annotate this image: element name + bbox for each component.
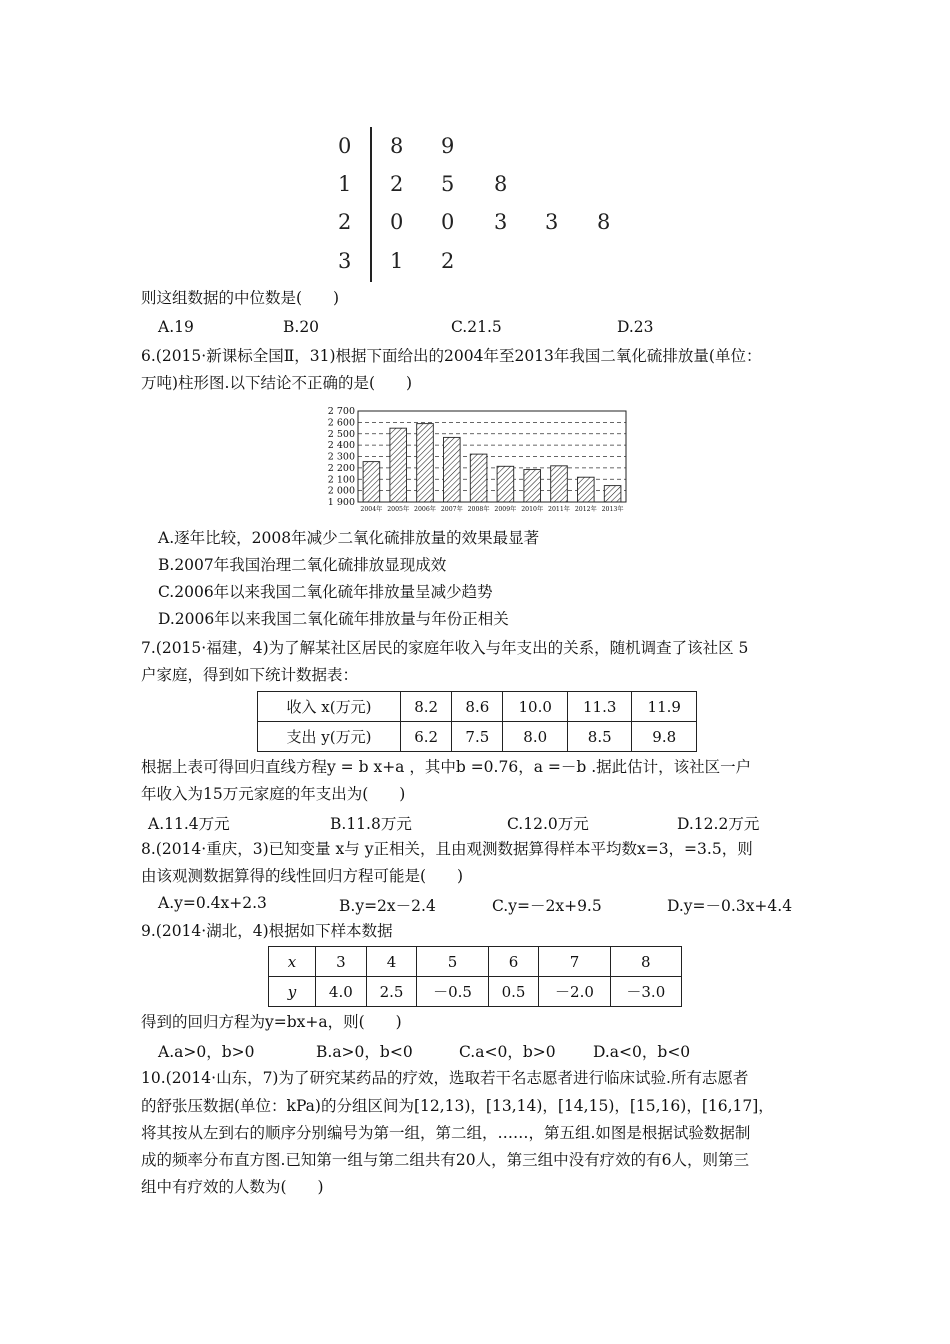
stem-leaf-divider [370, 127, 372, 282]
leaf: 2 [441, 249, 455, 273]
q6-line2: 万吨)柱形图.以下结论不正确的是( ) [141, 374, 413, 392]
table-cell: 8.6 [452, 692, 503, 722]
q7-data-table [257, 691, 697, 752]
table-cell: 0.5 [488, 977, 539, 1007]
q6-option-d: D.2006年以来我国二氧化硫年排放量与年份正相关 [158, 610, 509, 628]
q6-option-a: A.逐年比较，2008年减少二氧化硫排放量的效果最显著 [158, 529, 540, 547]
table-row [269, 977, 682, 1007]
y-tick-label: 2 700 [327, 406, 355, 417]
table-cell: 8 [610, 947, 681, 977]
q8-option-c: C.y=－2x+9.5 [492, 897, 602, 915]
table-cell: 5 [417, 947, 488, 977]
y-tick-label: 2 400 [327, 440, 355, 452]
table-cell: 3 [316, 947, 367, 977]
x-tick-label: 2009年 [494, 506, 517, 513]
y-tick-label: 2 300 [327, 451, 355, 463]
so2-bar-chart [318, 404, 633, 520]
x-tick-label: 2008年 [467, 506, 490, 513]
y-tick-label: 2 500 [327, 428, 355, 440]
q8-line1: 8.(2014·重庆，3)已知变量 x与 y正相关，且由观测数据算得样本平均数x=3，=3.5，则 [141, 840, 753, 858]
bar-2009年 [497, 466, 514, 502]
q8-option-a: A.y=0.4x+2.3 [158, 894, 267, 912]
table-cell: －0.5 [417, 977, 488, 1007]
x-tick-label: 2007年 [440, 506, 463, 513]
leaf: 1 [390, 249, 404, 273]
bar-2008年 [470, 454, 487, 502]
leaf: 0 [441, 210, 455, 234]
table-cell: 7 [539, 947, 610, 977]
q5-question: 则这组数据的中位数是( ) [141, 289, 340, 307]
bar-2011年 [551, 466, 568, 502]
stem-0: 0 [338, 134, 352, 158]
q7-option-a: A.11.4万元 [148, 815, 230, 833]
q7-line3: 根据上表可得回归直线方程y = b x+a ，其中b =0.76，a =－b .据此估计，该社区一户 [141, 758, 752, 776]
q9-option-d: D.a<0，b<0 [593, 1043, 691, 1061]
table-cell: 8.0 [503, 722, 568, 752]
x-tick-label: 2010年 [521, 506, 544, 513]
q10-line4: 成的频率分布直方图.已知第一组与第二组共有20人，第三组中没有疗效的有6人，则第三 [141, 1151, 750, 1169]
stem-3: 3 [338, 249, 352, 273]
q7-line4: 年收入为15万元家庭的年支出为( ) [141, 785, 406, 803]
table-cell: 4 [366, 947, 417, 977]
x-tick-label: 2005年 [387, 506, 410, 513]
stem-1: 1 [338, 172, 352, 196]
table-header-cell: y [269, 977, 316, 1007]
table-header-cell: x [269, 947, 316, 977]
q10-line1: 10.(2014·山东，7)为了研究某药品的疗效，选取若干名志愿者进行临床试验.所有志愿者 [141, 1069, 749, 1087]
bar-2012年 [577, 477, 594, 502]
q6-line1: 6.(2015·新课标全国Ⅱ，31)根据下面给出的2004年至2013年我国二氧化硫排放量(单位： [141, 347, 762, 365]
y-tick-label: 2 100 [327, 474, 355, 486]
y-tick-label: 2 600 [327, 417, 355, 429]
table-row [258, 722, 697, 752]
leaf: 9 [441, 134, 455, 158]
table-header-cell: 收入 x(万元) [258, 692, 401, 722]
table-header-cell: 支出 y(万元) [258, 722, 401, 752]
q9-line2: 得到的回归方程为y=bx+a，则( ) [141, 1013, 402, 1031]
y-tick-label: 1 900 [327, 497, 355, 508]
bar-2007年 [443, 437, 460, 502]
q7-option-c: C.12.0万元 [507, 815, 589, 833]
q10-line3: 将其按从左到右的顺序分别编号为第一组，第二组，……，第五组.如图是根据试验数据制 [141, 1124, 751, 1142]
table-cell: 10.0 [503, 692, 568, 722]
q8-option-d: D.y=－0.3x+4.4 [667, 897, 793, 915]
leaf: 8 [494, 172, 508, 196]
leaf: 8 [597, 210, 611, 234]
leaf: 0 [390, 210, 404, 234]
q6-option-b: B.2007年我国治理二氧化硫排放显现成效 [158, 556, 447, 574]
q10-line5: 组中有疗效的人数为( ) [141, 1178, 324, 1196]
table-cell: 11.9 [632, 692, 697, 722]
q9-option-b: B.a>0，b<0 [316, 1043, 413, 1061]
y-tick-label: 2 200 [327, 462, 355, 474]
q7-option-b: B.11.8万元 [330, 815, 412, 833]
q10-line2: 的舒张压数据(单位：kPa)的分组区间为[12,13)，[13,14)，[14,15)，[15,16)，[16,17]， [141, 1097, 774, 1115]
table-row [269, 947, 682, 977]
q9-option-a: A.a>0，b>0 [158, 1043, 255, 1061]
x-tick-label: 2004年 [360, 506, 383, 513]
x-tick-label: 2006年 [414, 506, 436, 513]
q7-line2: 户家庭，得到如下统计数据表： [141, 666, 359, 684]
table-cell: 6.2 [401, 722, 452, 752]
stem-2: 2 [338, 210, 352, 234]
leaf: 3 [494, 210, 508, 234]
table-cell: 6 [488, 947, 539, 977]
q7-option-d: D.12.2万元 [677, 815, 760, 833]
q6-option-c: C.2006年以来我国二氧化硫年排放量呈减少趋势 [158, 583, 493, 601]
table-cell: 2.5 [366, 977, 417, 1007]
table-cell: 11.3 [567, 692, 632, 722]
q8-line2: 由该观测数据算得的线性回归方程可能是( ) [141, 867, 464, 885]
table-row [258, 692, 697, 722]
q8-option-b: B.y=2x－2.4 [339, 897, 436, 915]
table-cell: －2.0 [539, 977, 610, 1007]
q5-option-a: A.19 [158, 318, 194, 336]
bar-2013年 [604, 486, 621, 502]
leaf: 5 [441, 172, 455, 196]
q7-line1: 7.(2015·福建，4)为了解某社区居民的家庭年收入与年支出的关系，随机调查了该社区 5 [141, 639, 749, 657]
x-tick-label: 2013年 [601, 506, 624, 513]
leaf: 3 [545, 210, 559, 234]
x-tick-label: 2011年 [548, 506, 570, 513]
table-cell: 9.8 [632, 722, 697, 752]
table-cell: 4.0 [316, 977, 367, 1007]
table-cell: 8.5 [567, 722, 632, 752]
table-cell: －3.0 [610, 977, 681, 1007]
x-tick-label: 2012年 [574, 506, 597, 513]
leaf: 8 [390, 134, 404, 158]
q5-option-b: B.20 [283, 318, 320, 336]
bar-2004年 [363, 462, 380, 502]
leaf: 2 [390, 172, 404, 196]
q5-option-c: C.21.5 [451, 318, 502, 336]
y-tick-label: 2 000 [327, 485, 355, 497]
q5-option-d: D.23 [617, 318, 654, 336]
table-cell: 8.2 [401, 692, 452, 722]
table-cell: 7.5 [452, 722, 503, 752]
q9-data-table [268, 946, 682, 1007]
q9-line1: 9.(2014·湖北，4)根据如下样本数据 [141, 922, 393, 940]
bar-2005年 [390, 428, 407, 502]
bar-2010年 [524, 470, 541, 502]
bar-2006年 [417, 424, 434, 502]
q9-option-c: C.a<0，b>0 [459, 1043, 556, 1061]
